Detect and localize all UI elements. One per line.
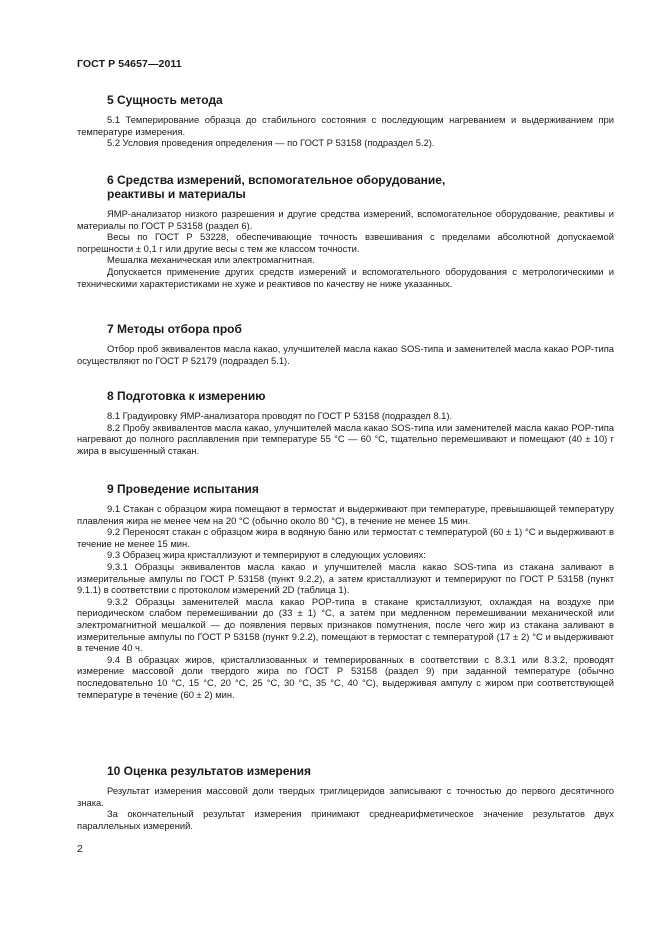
section-8 — [77, 389, 614, 456]
paragraph: Результат измерения массовой доли твердых триглицеридов записывают с точностью до первого десятичного знака. — [77, 785, 614, 808]
section-title: 9 Проведение испытания — [107, 482, 259, 496]
section-9 — [77, 482, 614, 700]
section-10 — [77, 764, 614, 831]
section-5 — [77, 93, 614, 149]
section-title: 5 Сущность метода — [107, 93, 223, 107]
paragraph: 8.2 Пробу эквивалентов масла какао, улучшителей масла какао SOS-типа или заменителей масла какао POP-типа нагревают до полного расплавления при температуре 55 °С — 60 °С, тщательно перемешивают и помещают (40 ± 10) г жира в высушенный стакан. — [77, 421, 614, 456]
paragraph: 9.2 Переносят стакан с образцом жира в водяную баню или термостат с температурой (60 ± 1) °С и выдерживают в течение не менее 15 мин. — [77, 526, 614, 549]
document-header: ГОСТ Р 54657—2011 — [77, 58, 182, 70]
paragraph: Весы по ГОСТ Р 53228, обеспечивающие точность взвешивания с пределами абсолютной допускаемой погрешности ± 0,1 г или другие весы с тем же классом точности. — [77, 231, 614, 254]
paragraph: ЯМР-анализатор низкого разрешения и другие средства измерений, вспомогательное оборудование, реактивы и материалы по ГОСТ Р 53158 (раздел 6). — [77, 208, 614, 231]
paragraph: 9.3.1 Образцы эквивалентов масла какао и улучшителей масла какао SOS-типа из стакана заливают в измерительные ампулы по ГОСТ Р 53158 (пункт 9.2.2), а затем кристаллизуют и темперируют по ГОСТ Р 53158 (пункт 9.1.1) в соответствии с протоколом измерений 2D (таблица 1). — [77, 560, 614, 596]
section-title: 10 Оценка результатов измерения — [107, 764, 311, 778]
paragraph: За окончательный результат измерения принимают среднеарифметическое значение результатов двух параллельных измерений. — [77, 808, 614, 831]
page-number: 2 — [77, 843, 83, 855]
section-title: 8 Подготовка к измерению — [107, 389, 266, 403]
paragraph: 5.1 Темперирование образца до стабильного состояния с последующим нагреванием и выдерживанием при температуре измерения. — [77, 114, 614, 137]
paragraph: Отбор проб эквивалентов масла какао, улучшителей масла какао SOS-типа и заменителей масла какао POP-типа осуществляют по ГОСТ Р 52179 (подраздел 5.1). — [77, 343, 614, 366]
paragraph: Мешалка механическая или электромагнитная. — [107, 254, 315, 266]
paragraph: 9.4 В образцах жиров, кристаллизованных и темперированных в соответствии с 8.3.1 или 8.3.2, проводят измерение массовой доли твердого жира по ГОСТ Р 53158 (раздел 9) при заданной температуре (обычно последовательно 10 °С, 15 °С, 20 °С, 25 °С, 30 °С, 35 °С, 40 °С), выдерживая ампулу с жиром при соответствующей температуре в течение (60 ± 2) мин. — [77, 653, 614, 700]
paragraph: 9.3.2 Образцы заменителей масла какао POP-типа в стакане кристаллизуют, охлаждая на воздухе при периодическом слабом перемешивании до (33 ± 1) °С, а затем при медленном перемешивании механической или электромагнитной мешалкой — до появления первых признаков помутнения, после чего жир из стакана заливают в измерительные ампулы по ГОСТ Р 53158 (пункт 9.2.2), помещают в термостат с температурой (17 ± 2) °С и выдерживают в течение 40 ч. — [77, 595, 614, 654]
section-title: 6 Средства измерений, вспомогательное оборудование, реактивы и материалы — [107, 173, 446, 201]
paragraph: 5.2 Условия проведения определения — по ГОСТ Р 53158 (подраздел 5.2). — [107, 137, 435, 149]
paragraph: 9.3 Образец жира кристаллизуют и темперируют в следующих условиях: — [107, 549, 426, 561]
paragraph: 9.1 Стакан с образцом жира помещают в термостат и выдерживают при температуре, превышающей температуру плавления жира не менее чем на 20 °С (обычно около 80 °С), в течение не менее 15 мин. — [77, 503, 614, 526]
paragraph: Допускается применение других средств измерений и вспомогательного оборудования с метрологическими и техническими характеристиками не хуже и реактивов по качеству не ниже указанных. — [77, 265, 614, 289]
section-title: 7 Методы отбора проб — [107, 322, 242, 336]
paragraph: 8.1 Градуировку ЯМР-анализатора проводят по ГОСТ Р 53158 (подраздел 8.1). — [107, 410, 453, 421]
section-6 — [77, 173, 614, 289]
section-7 — [77, 322, 614, 366]
